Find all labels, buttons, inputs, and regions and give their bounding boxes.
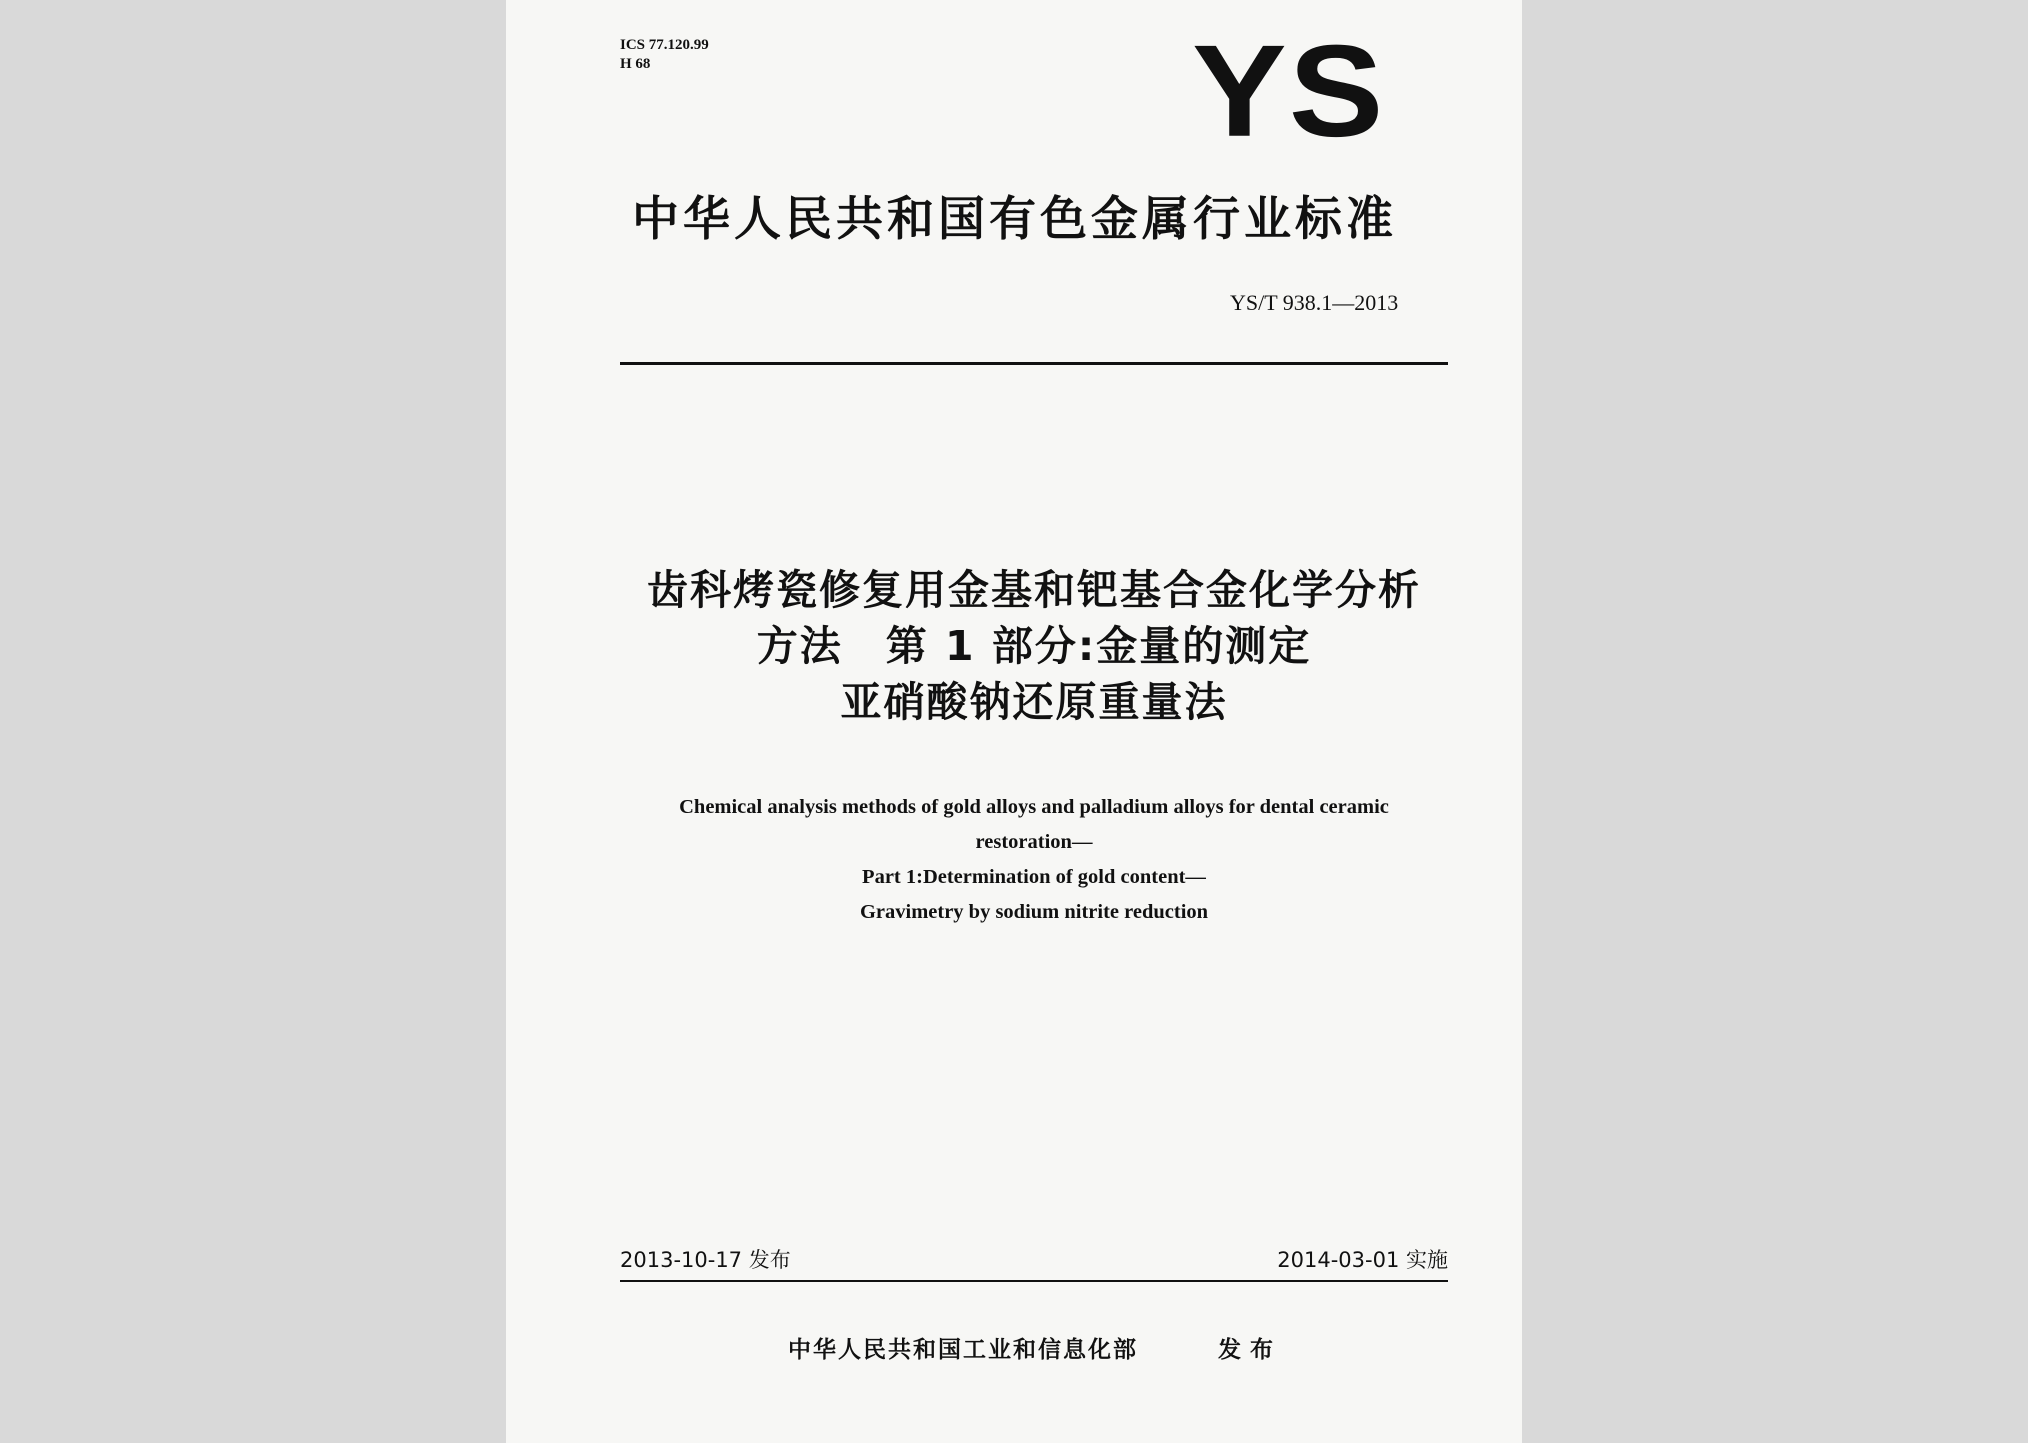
chinese-title-line: 方法 第 1 部分:金量的测定	[756, 622, 1312, 670]
standard-number: YS/T 938.1—2013	[1230, 290, 1399, 315]
standard-type-heading: 中华人民共和国有色金属行业标准	[632, 192, 1397, 247]
ys-logo: YS	[1192, 18, 1386, 165]
chinese-title	[620, 562, 1448, 730]
english-title	[620, 790, 1448, 930]
publisher-name: 中华人民共和国工业和信息化部	[788, 1337, 1138, 1363]
english-title-line: Part 1:Determination of gold content—	[862, 866, 1206, 888]
classification-codes	[620, 36, 709, 74]
bottom-divider	[620, 1280, 1448, 1282]
chinese-title-line: 齿科烤瓷修复用金基和钯基合金化学分析	[647, 566, 1421, 614]
standard-cover-page	[506, 0, 1522, 1443]
top-divider	[620, 362, 1448, 365]
english-title-line: Chemical analysis methods of gold alloys and palladium alloys for dental ceramic	[679, 796, 1389, 818]
ics-code: ICS 77.120.99	[620, 37, 709, 53]
publish-action: 发布	[1218, 1337, 1282, 1363]
issue-date: 2013-10-17 发布	[620, 1248, 791, 1272]
english-title-line: restoration—	[975, 831, 1093, 853]
chinese-title-line: 亚硝酸钠还原重量法	[840, 678, 1228, 726]
implementation-date: 2014-03-01 实施	[1277, 1248, 1448, 1272]
english-title-line: Gravimetry by sodium nitrite reduction	[859, 901, 1209, 923]
ccs-code: H 68	[620, 56, 651, 72]
